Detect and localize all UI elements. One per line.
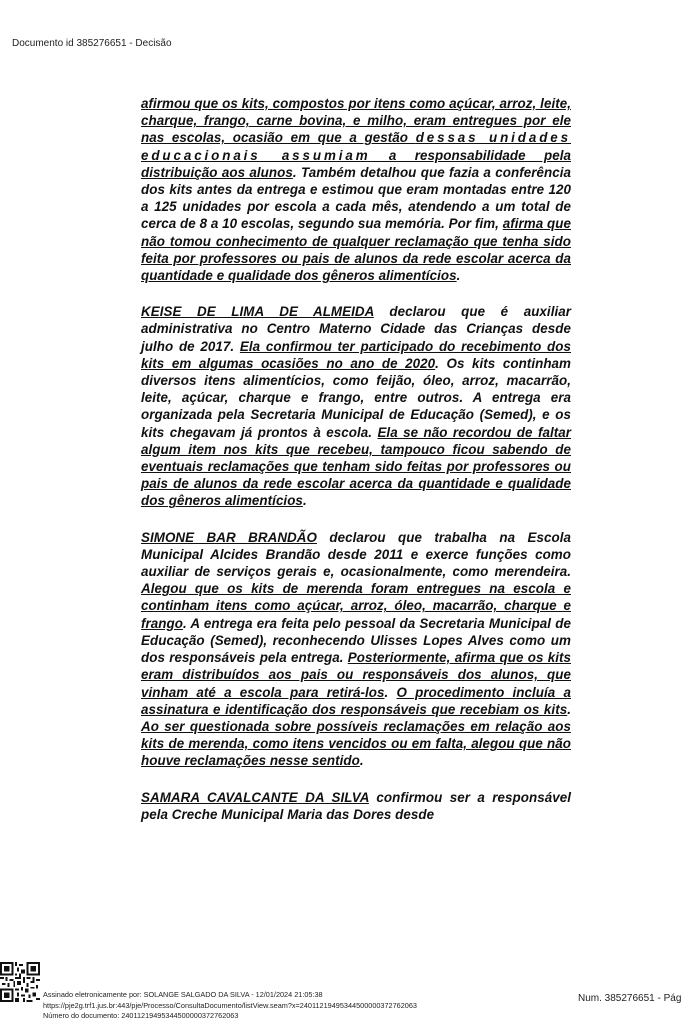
document-number: Número do documento: 24011219495344500000372762063: [43, 1011, 239, 1021]
text-segment: afirma que não tomou conhecimento de qualquer reclamação que tenha sido feita por professores ou pais de alunos da rede escolar acerca da quantidade e qualidade dos gêneros alimentícios: [141, 216, 572, 284]
text-segment: .: [456, 268, 461, 284]
text-segment: .: [302, 493, 307, 509]
text-segment: .: [359, 753, 364, 769]
text-segment: Posteriormente, afirma que os kits eram distribuídos aos pais ou responsáveis dos alunos, que vinham até a escola para retirá-los: [141, 650, 571, 700]
document-url[interactable]: https://pje2g.trf1.jus.br:443/pje/Processo/ConsultaDocumento/listView.seam?x=24011219495344500000372762063: [43, 1000, 417, 1010]
text-segment: O procedimento incluía a assinatura e identificação dos responsáveis que recebiam os kits: [141, 684, 571, 717]
paragraph-samara: [141, 789, 571, 823]
text-segment: declarou que é auxiliar administrativa no Centro Materno Cidade das Crianças desde julho de 2017.: [141, 304, 571, 354]
text-segment: .: [384, 684, 397, 700]
witness-name: SAMARA CAVALCANTE DA SILVA: [141, 789, 369, 805]
text-segment: Ela confirmou ter participado do recebimento dos kits em algumas ocasiões no ano de 2020: [141, 338, 571, 371]
decision-body: [141, 95, 571, 823]
text-segment: .: [567, 701, 571, 717]
text-segment: . Os kits continham diversos itens alimentícios, como feijão, óleo, arroz, macarrão, leite, açúcar, charque e frango, entre outros. A entrega era organizada pela Secretaria Municipal de Educação (Semed), e os kits chegavam já prontos à escola.: [141, 355, 572, 440]
text-segment: confirmou ser a responsável pela Creche Municipal Maria das Dores desde: [141, 789, 571, 822]
signature-line: Assinado eletronicamente por: SOLANGE SALGADO DA SILVA - 12/01/2024 21:05:38: [43, 990, 323, 999]
text-segment: Ao ser questionada sobre possíveis reclamações em relação aos kits de merenda, como itens vencidos ou em falta, alegou que não houve reclamações nesse sentido: [141, 718, 571, 769]
text-segment: afirmou que os kits, compostos por itens como açúcar, arroz, leite, charque, frango, carne bovina, e milho, eram entregues por ele nas escolas, ocasião em que a gestão: [141, 96, 571, 146]
text-segment: Alegou que os kits de merenda foram entregues na escola e continham itens como açúcar, arroz, óleo, macarrão, charque e frango: [141, 581, 571, 631]
witness-name: KEISE DE LIMA DE ALMEIDA: [141, 304, 374, 320]
document-id-header: Documento id 385276651 - Decisão: [12, 38, 172, 49]
paragraph-keise: [141, 303, 571, 509]
witness-name: SIMONE BAR BRANDÃO: [141, 529, 317, 545]
signature-footer: [43, 990, 417, 1022]
paragraph-simone: [141, 529, 571, 770]
paragraph-kits-delivery: [141, 95, 571, 284]
text-segment: Ela se não recordou de faltar algum item nos kits que recebeu, tampouco ficou sabendo de eventuais reclamações que tenham sido feitas por professores ou pais de alunos da rede escolar acerca da quantidade e qualidade dos gêneros alimentícios: [141, 424, 571, 509]
text-segment: . A entrega era feita pelo pessoal da Secretaria Municipal de Educação (Semed), reconhecendo Ulisses Lopes Alves como um dos responsáveis pela entrega.: [141, 615, 571, 666]
text-segment: declarou que trabalha na Escola Municipal Alcides Brandão desde 2011 e exerce funções como auxiliar de serviços gerais e, ocasionalmente, como merendeira.: [141, 529, 571, 580]
qr-code-icon: [0, 962, 40, 1002]
page-number: Num. 385276651 - Pág: [578, 993, 682, 1004]
text-segment: dessas unidades educacionais assumiam: [141, 130, 571, 163]
text-segment: . Também detalhou que fazia a conferência dos kits antes da entrega e estimou que eram montadas entre 120 a 125 unidades por escola a cada mês, atendendo a um total de cerca de 8 a 10 escolas, segundo sua memória. Por fim,: [141, 164, 571, 232]
text-segment: a responsabilidade pela distribuição aos alunos: [141, 147, 571, 180]
